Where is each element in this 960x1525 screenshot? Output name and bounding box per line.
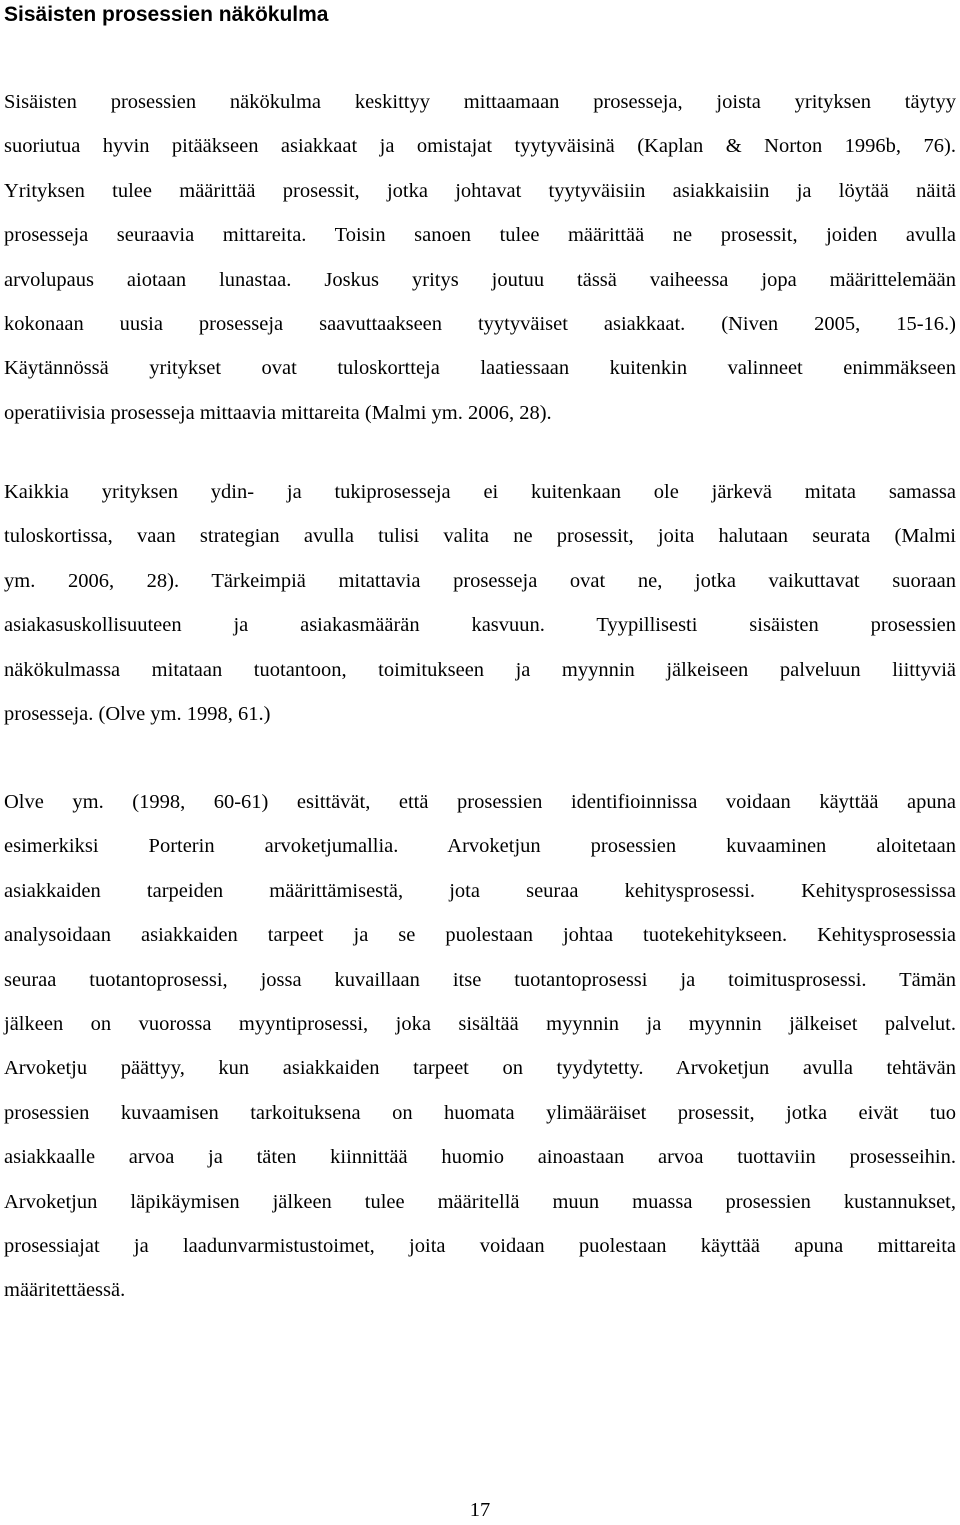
paragraph-line: kokonaan uusia prosesseja saavuttaakseen tyytyväiset asiakkaat. (Niven 2005, 15-16.) — [4, 312, 956, 335]
paragraph-line: Olve ym. (1998, 60-61) esittävät, että prosessien identifioinnissa voidaan käyttää apuna — [4, 791, 956, 813]
paragraph-line: näkökulmassa mitataan tuotantoon, toimitukseen ja myynnin jälkeiseen palveluun liittyviä — [4, 658, 956, 681]
section-heading: Sisäisten prosessien näkökulma — [4, 3, 329, 26]
paragraph-line: Arvoketju päättyy, kun asiakkaiden tarpeet on tyydytetty. Arvoketjun avulla tehtävän — [4, 1057, 956, 1080]
paragraph-line: Yrityksen tulee määrittää prosessit, jotka johtavat tyytyväisiin asiakkaisiin ja löytää näitä — [4, 179, 956, 202]
paragraph-line: jälkeen on vuorossa myyntiprosessi, joka sisältää myynnin ja myynnin jälkeiset palvelut. — [4, 1012, 956, 1035]
paragraph-line: tuloskortissa, vaan strategian avulla tulisi valita ne prosessit, joita halutaan seurata (Malmi — [4, 525, 956, 548]
paragraph-line: prosessien kuvaamisen tarkoituksena on huomata ylimääräiset prosessit, jotka eivät tuo — [4, 1101, 956, 1124]
paragraph-line: prosesseja. (Olve ym. 1998, 61.) — [4, 702, 271, 725]
paragraph-2 — [4, 470, 956, 736]
paragraph-line: analysoidaan asiakkaiden tarpeet ja se puolestaan johtaa tuotekehitykseen. Kehitysprosessia — [4, 924, 956, 947]
paragraph-line: prosessiajat ja laadunvarmistustoimet, joita voidaan puolestaan käyttää apuna mittareita — [4, 1234, 956, 1257]
paragraph-line: Kaikkia yrityksen ydin- ja tukiprosesseja ei kuitenkaan ole järkevä mitata samassa — [4, 481, 956, 503]
paragraph-line: seuraa tuotantoprosessi, jossa kuvaillaan itse tuotantoprosessi ja toimitusprosessi. Tämän — [4, 968, 956, 991]
page-number: 17 — [469, 1499, 491, 1521]
paragraph-line: suoriutua hyvin pitääkseen asiakkaat ja omistajat tyytyväisinä (Kaplan & Norton 1996b, 76). — [4, 135, 956, 158]
paragraph-line: asiakkaalle arvoa ja täten kiinnittää huomio ainoastaan arvoa tuottaviin prosesseihin. — [4, 1146, 956, 1169]
paragraph-1 — [4, 80, 956, 435]
paragraph-line: arvolupaus aiotaan lunastaa. Joskus yritys joutuu tässä vaiheessa jopa määrittelemään — [4, 268, 956, 291]
paragraph-line: esimerkiksi Porterin arvoketjumallia. Arvoketjun prosessien kuvaaminen aloitetaan — [4, 835, 956, 858]
paragraph-line: asiakkaiden tarpeiden määrittämisestä, jota seuraa kehitysprosessi. Kehitysprosessissa — [4, 879, 956, 902]
paragraph-3 — [4, 780, 956, 1313]
paragraph-line: Käytännössä yritykset ovat tuloskortteja laatiessaan kuitenkin valinneet enimmäkseen — [4, 357, 956, 380]
paragraph-line: Arvoketjun läpikäymisen jälkeen tulee määritellä muun muassa prosessien kustannukset, — [4, 1190, 956, 1213]
paragraph-line: määritettäessä. — [4, 1279, 126, 1302]
paragraph-line: prosesseja seuraavia mittareita. Toisin sanoen tulee määrittää ne prosessit, joiden avulla — [4, 224, 956, 247]
paragraph-line: Sisäisten prosessien näkökulma keskittyy mittaamaan prosesseja, joista yrityksen täytyy — [4, 91, 956, 113]
paragraph-line: asiakasuskollisuuteen ja asiakasmäärän kasvuun. Tyypillisesti sisäisten prosessien — [4, 614, 956, 637]
paragraph-line: operatiivisia prosesseja mittaavia mittareita (Malmi ym. 2006, 28). — [4, 401, 552, 424]
paragraph-line: ym. 2006, 28). Tärkeimpiä mitattavia prosesseja ovat ne, jotka vaikuttavat suoraan — [4, 569, 956, 592]
